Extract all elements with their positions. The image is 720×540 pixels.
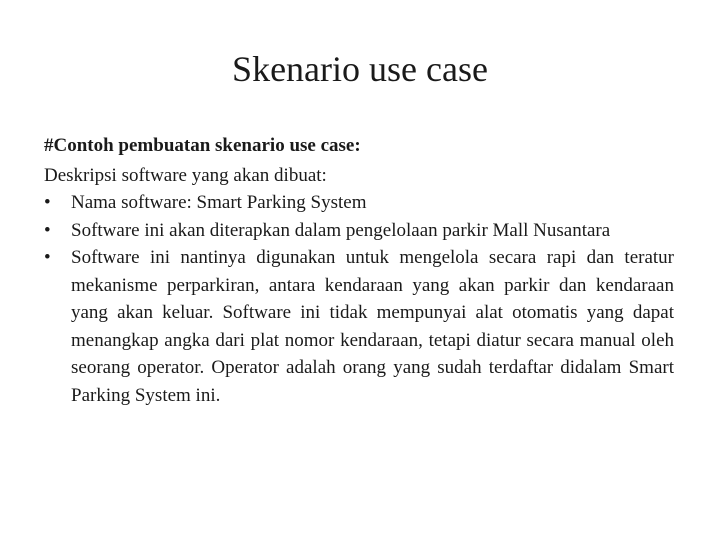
- bullet-text: Software ini nantinya digunakan untuk mengelola secara rapi dan teratur mekanisme perparkiran, antara kendaraan yang akan parkir dan kendaraan yang akan keluar. Software ini tidak mempunyai alat otomatis yang dapat menangkap angka dari plat nomor kendaraan, tetapi diatur secara manual oleh seorang operator. Operator adalah orang yang sudah terdaftar didalam Smart Parking System ini.: [71, 247, 674, 406]
- bullet-icon: •: [44, 192, 51, 213]
- slide-body: [44, 132, 674, 409]
- bullet-text: Nama software: Smart Parking System: [71, 192, 367, 213]
- bullet-item: [44, 189, 674, 217]
- bullet-text: Software ini akan diterapkan dalam pengelolaan parkir Mall Nusantara: [71, 219, 611, 241]
- bullet-item: [44, 217, 674, 245]
- bullet-icon: •: [44, 219, 51, 241]
- example-heading: #Contoh pembuatan skenario use case:: [44, 135, 361, 156]
- slide-title: Skenario use case: [232, 49, 488, 89]
- bullet-list: [44, 189, 674, 409]
- bullet-icon: •: [44, 247, 51, 268]
- description-intro: Deskripsi software yang akan dibuat:: [44, 164, 327, 186]
- bullet-item: [44, 244, 674, 409]
